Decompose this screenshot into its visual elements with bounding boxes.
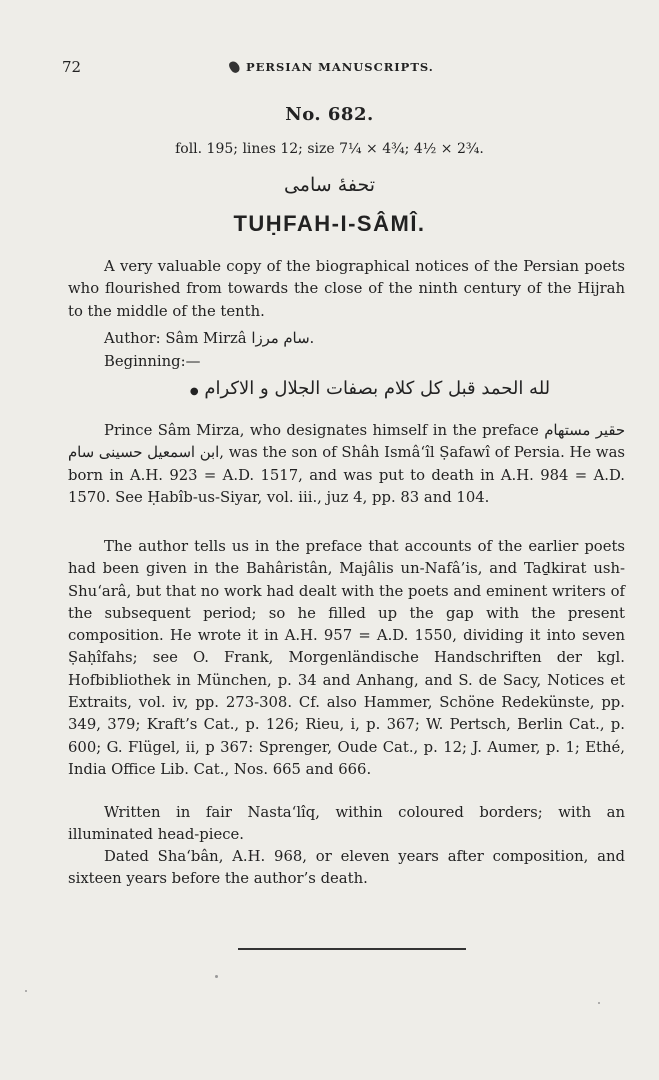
entry-number: No. 682. bbox=[285, 104, 374, 125]
biography-paragraph: Prince Sâm Mirza, who designates himself in the preface حقیر مستهام ابن اسمعیل حسینی سام, was the son of Shâh Ismâ‘îl Ṣafawî of Persia. He was born in A.H. 923 = A.D. 1517, and was put to death in A.H. 984 = A.D. 1570. See Ḥabîb-us-Siyar, vol. iii., juz 4, pp. 83 and 104. bbox=[68, 422, 625, 506]
paper-speck bbox=[25, 990, 27, 992]
page-number: 72 bbox=[62, 58, 82, 76]
ink-blot-mark bbox=[228, 60, 242, 75]
physical-description: foll. 195; lines 12; size 7¼ × 4¾; 4½ × 2¾. bbox=[175, 141, 484, 157]
paper-speck bbox=[215, 975, 218, 978]
preface-paragraph: The author tells us in the preface that accounts of the earlier poets had been given in the Bahâristân, Majâlis un-Nafâ’is, and Taḏkirat ush-Shu‘arâ, but that no work had dealt with the poets and eminent writers of the subsequent period; so he filled up the gap with the present composition. He wrote it in A.H. 957 = A.D. 1550, dividing it into seven Ṣaḥîfahs; see O. Frank, Morgenländische Handschriften der kgl. Hofbibliothek in München, p. 34 and Anhang, and S. de Sacy, Notices et Extraits, vol. iv, pp. 273-308. Cf. also Hammer, Schöne Redekünste, pp. 349, 379; Kraft’s Cat., p. 126; Rieu, i, p. 367; W. Pertsch, Berlin Cat., p. 600; G. Flügel, ii, p 367: Sprenger, Oude Cat., p. 12; J. Aumer, p. 1; Ethé, India Office Lib. Cat., Nos. 665 and 666. bbox=[68, 538, 625, 778]
running-head-text: PERSIAN MANUSCRIPTS. bbox=[246, 60, 434, 74]
page-header bbox=[0, 58, 659, 78]
work-title: TUḤFAH-I-SÂMÎ. bbox=[233, 211, 426, 236]
incipit-arabic: لله الحمد قبل كل كلام بصفات الجلال و الاكرام bbox=[204, 378, 551, 399]
persian-title: تحفهٔ سامی bbox=[283, 174, 376, 196]
paper-speck bbox=[598, 1002, 600, 1004]
description-paragraph: A very valuable copy of the biographical notices of the Persian poets who flourished from towards the close of the ninth century of the Hijrah to the middle of the tenth. bbox=[68, 258, 625, 320]
end-rule bbox=[238, 948, 466, 950]
incipit-text: لله الحمد قبل كل كلام بصفات الجلال و الاكرام ● bbox=[189, 378, 551, 399]
running-head bbox=[230, 60, 434, 74]
script-paragraph: Written in fair Nasta‘lîq, within coloured borders; with an illuminated head-piece. bbox=[68, 804, 625, 844]
author-line: Author: Sâm Mirzâ سام مرزا. bbox=[104, 330, 315, 347]
date-paragraph: Dated Sha‘bân, A.H. 968, or eleven years after composition, and sixteen years before the author’s death. bbox=[68, 848, 625, 888]
beginning-label: Beginning:— bbox=[104, 353, 201, 370]
